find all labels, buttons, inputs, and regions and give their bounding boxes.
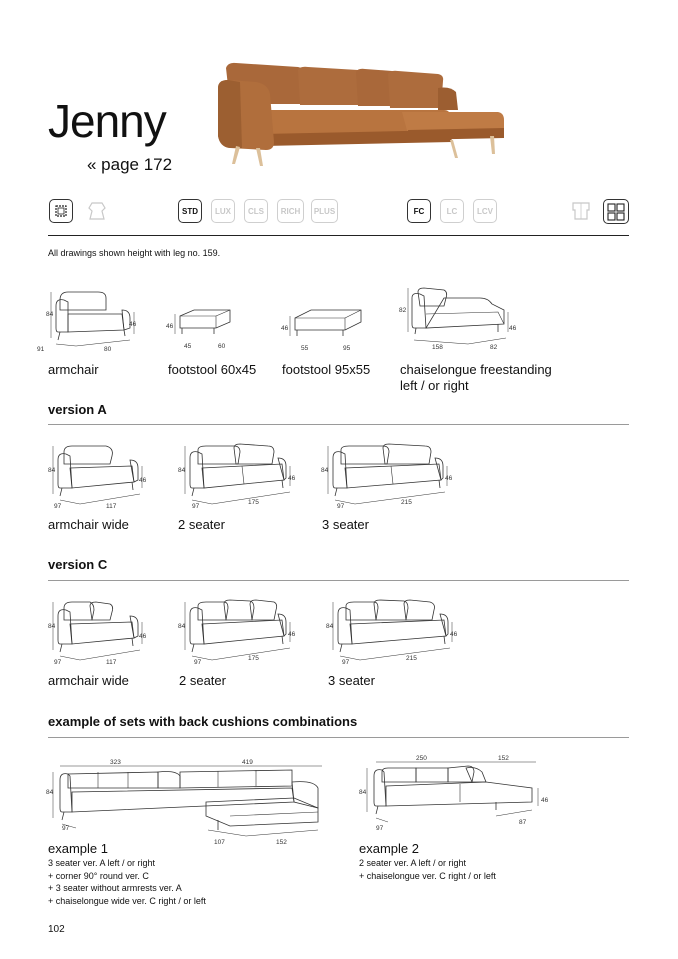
version-a-divider <box>48 424 629 425</box>
drawing-note: All drawings shown height with leg no. 159. <box>48 248 221 258</box>
example-1-line: 3 seater ver. A left / or right <box>48 858 156 868</box>
label-a-3seater: 3 seater <box>322 517 369 532</box>
page-number: 102 <box>48 924 65 935</box>
dim-c-3seater-seat: 46 <box>450 631 458 638</box>
example-2-line: 2 seater ver. A left / or right <box>359 858 467 868</box>
dim-footstool60-width: 60 <box>218 343 226 350</box>
example-1-drawing <box>46 758 326 848</box>
example-1-title: example 1 <box>48 841 108 856</box>
footstool-95-drawing <box>281 306 371 356</box>
chaiselongue-drawing <box>398 284 528 354</box>
label-footstool-60: footstool 60x45 <box>168 362 257 377</box>
dim-c-armchair-depth: 97 <box>54 659 62 666</box>
dim-c-armchair-seat: 46 <box>139 633 147 640</box>
dim-armchair-width: 80 <box>104 346 112 353</box>
dim-ex1-left-width: 323 <box>110 759 121 766</box>
sofa-photo <box>212 58 512 168</box>
dim-footstool95-height: 46 <box>281 325 289 332</box>
leather-icon[interactable] <box>86 200 108 227</box>
dim-footstool95-width: 95 <box>343 345 351 352</box>
dim-c-2seater-seat: 46 <box>288 631 296 638</box>
dim-chaise-depth: 82 <box>490 344 498 351</box>
example-2-drawing <box>356 754 556 834</box>
example-1-line: + chaiselongue wide ver. C right / or left <box>48 895 206 906</box>
section-version-a: version A <box>48 402 107 417</box>
dim-ex2-depth: 97 <box>376 825 384 832</box>
armchair-drawing <box>37 288 146 354</box>
fabric-icon[interactable] <box>49 199 73 223</box>
comfort-rich[interactable]: RICH <box>277 199 304 223</box>
example-1-line: + 3 seater without armrests ver. A <box>48 883 182 893</box>
dim-footstool95-depth: 55 <box>301 345 309 352</box>
label-armchair: armchair <box>48 362 99 377</box>
dim-a-armchair-depth: 97 <box>54 503 62 510</box>
cover-icon[interactable] <box>569 200 593 227</box>
example-sets-divider <box>48 737 629 738</box>
version-a-2seater-drawing <box>178 440 308 512</box>
dim-a-armchair-seat: 46 <box>139 477 147 484</box>
dim-a-armchair-width: 117 <box>106 503 117 510</box>
version-c-divider <box>48 580 629 581</box>
cushion-fc[interactable]: FC <box>407 199 431 223</box>
dim-a-2seater-seat: 46 <box>288 475 296 482</box>
label-chaiselongue: chaiselongue freestanding <box>400 362 552 377</box>
dim-ex2-sofa-width: 250 <box>416 755 427 762</box>
cushion-lc[interactable]: LC <box>440 199 464 223</box>
dim-armchair-seat: 46 <box>129 321 137 328</box>
version-c-armchair-wide-drawing <box>46 598 156 668</box>
page-reference[interactable]: « page 172 <box>87 155 173 174</box>
dim-ex1-right-width: 419 <box>242 759 253 766</box>
dim-a-3seater-depth: 97 <box>337 503 345 510</box>
header-divider <box>48 235 629 236</box>
dim-c-3seater-height: 84 <box>326 623 334 630</box>
dim-ex1-height: 84 <box>46 789 54 796</box>
comfort-plus[interactable]: PLUS <box>311 199 338 223</box>
configuration-icon[interactable] <box>603 199 629 224</box>
dim-ex2-height: 84 <box>359 789 367 796</box>
dim-armchair-height: 84 <box>46 311 54 318</box>
dim-ex1-chaise-width: 107 <box>214 839 225 846</box>
dim-chaise-height: 82 <box>399 307 407 314</box>
dim-chaise-length: 158 <box>432 344 443 351</box>
dim-ex2-chaise-width: 152 <box>498 755 509 762</box>
label-chaiselongue-side: left / or right <box>400 378 469 393</box>
label-a-2seater: 2 seater <box>178 517 225 532</box>
page-title: Jenny <box>48 95 166 147</box>
dim-a-3seater-height: 84 <box>321 467 329 474</box>
dim-c-3seater-depth: 97 <box>342 659 350 666</box>
example-2-line: + chaiselongue ver. C right / or left <box>359 870 496 881</box>
example-1-line: + corner 90° round ver. C <box>48 870 149 881</box>
label-c-armchair-wide: armchair wide <box>48 673 129 688</box>
dim-c-2seater-height: 84 <box>178 623 186 630</box>
dim-a-2seater-depth: 97 <box>192 503 200 510</box>
dim-c-2seater-width: 175 <box>248 655 259 662</box>
comfort-std[interactable]: STD <box>178 199 202 223</box>
dim-armchair-depth: 91 <box>37 346 45 353</box>
label-a-armchair-wide: armchair wide <box>48 517 129 532</box>
dim-a-armchair-height: 84 <box>48 467 56 474</box>
dim-ex1-chaise-depth: 152 <box>276 839 287 846</box>
section-example-sets: example of sets with back cushions combinations <box>48 714 358 729</box>
footstool-60-drawing <box>166 306 246 356</box>
comfort-lux[interactable]: LUX <box>211 199 235 223</box>
version-c-2seater-drawing <box>178 596 308 668</box>
label-footstool-95: footstool 95x55 <box>282 362 371 377</box>
dim-ex2-seat: 46 <box>541 797 549 804</box>
dim-c-armchair-width: 117 <box>106 659 117 666</box>
version-a-armchair-wide-drawing <box>46 442 156 512</box>
dim-ex1-depth: 97 <box>62 825 70 832</box>
section-version-c: version C <box>48 557 108 572</box>
dim-c-armchair-height: 84 <box>48 623 56 630</box>
cushion-lcv[interactable]: LCV <box>473 199 497 223</box>
dim-a-2seater-height: 84 <box>178 467 186 474</box>
dim-a-3seater-width: 215 <box>401 499 412 506</box>
dim-c-3seater-width: 215 <box>406 655 417 662</box>
label-c-3seater: 3 seater <box>328 673 375 688</box>
dim-ex2-chaise-depth: 87 <box>519 819 527 826</box>
dim-footstool60-depth: 45 <box>184 343 192 350</box>
dim-a-2seater-width: 175 <box>248 499 259 506</box>
dim-a-3seater-seat: 46 <box>445 475 453 482</box>
example-2-title: example 2 <box>359 841 419 856</box>
dim-c-2seater-depth: 97 <box>194 659 202 666</box>
label-c-2seater: 2 seater <box>179 673 226 688</box>
dim-footstool60-height: 46 <box>166 323 174 330</box>
version-c-3seater-drawing <box>326 596 466 668</box>
version-a-3seater-drawing <box>321 440 461 512</box>
dim-chaise-seat: 46 <box>509 325 517 332</box>
comfort-cls[interactable]: CLS <box>244 199 268 223</box>
